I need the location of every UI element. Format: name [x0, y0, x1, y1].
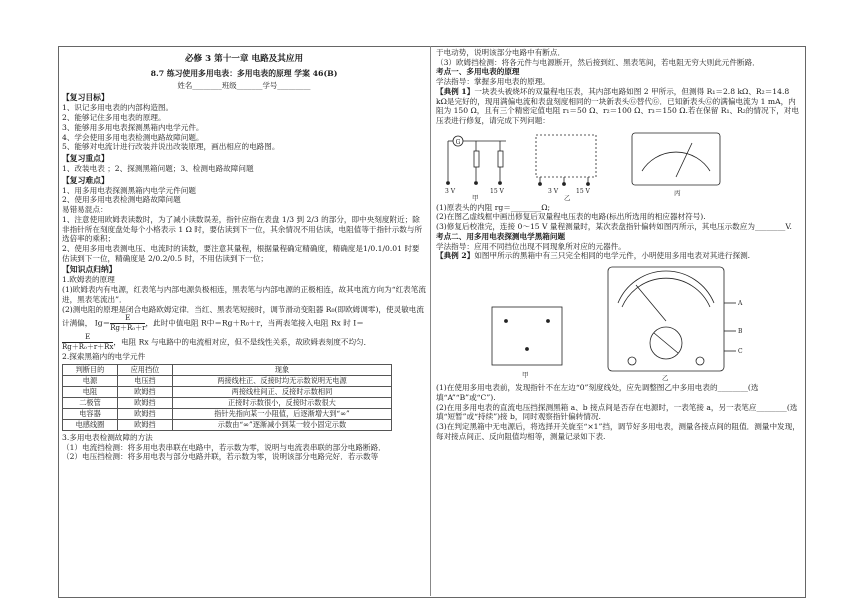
goal-item: 1、识记多用电表的内部构造图。 [62, 103, 174, 113]
table-cell: 二极管 [63, 397, 118, 408]
fault-detect-p1: （1）电流挡检测：将多用电表串联在电路中，若示数为零，说明与电流表串联的部分电路断路． [62, 442, 386, 452]
ohm-range-detect: （3）欧姆挡检测：将各元件与电源断开，然后接到红、黑表笔间，若电阻无穷大则此元件断路． [436, 57, 760, 67]
error-point: 1、注意使用欧姆表读数时，为了减小读数误差，指针应指在表盘 1/3 到 2/3 的部分，即中央刻度附近；除非指针所在刻度盘处每个小格表示 1 Ω 时，要估读到下一位，其余情况不用估读，电阻值等于指针示数与所选倍率的乘积； [62, 214, 423, 244]
goal-item: 3、能够用多用电表探测黑箱内电学元件。 [62, 122, 204, 132]
table-cell: 欧姆挡 [117, 408, 172, 419]
table-row [63, 375, 392, 386]
doc-subtitle: 8.7 练习使用多用电表：多用电表的原理 学案 46(B) [150, 69, 338, 78]
part-label: B [738, 328, 743, 336]
table-cell: 电容器 [63, 408, 118, 419]
table-cell: 两接线柱正、反接时均无示数说明无电源 [172, 375, 391, 386]
terminal-label: 3 V [548, 187, 559, 195]
part-label: A [738, 300, 743, 308]
figure-label: 甲 [472, 193, 479, 201]
p2-text-b: ，此时中值电阻 R中＝Rg＋R₀＋r，当两表笔接入电阻 Rx 时 I＝ [145, 318, 364, 328]
question-2-2: (2)在用多用电表的直流电压挡探测黑箱 a、b 接点间是否存在电源时，一表笔接 a，另一表笔应________(选填“短暂”或“持续”)接 b，同时观察指针偏转情况. [436, 402, 798, 422]
question-1: (1)原表头的内阻 rg＝________Ω; [436, 202, 551, 212]
example-1-text: 一块表头被烧坏的双量程电压表，其内部电路如图 2 甲所示，但测得 R₁＝2.8 kΩ、R₂＝14.8 kΩ是完好的，现用满偏电流和表盘刻度相同的一块新表头Ⓖ替代Ⓖ．已知新表头Ⓖ的满偏电流为 1 mA，内阻为 150 Ω，且有三个精密定值电阻 r₁＝50 Ω、r₂＝100 Ω、r₃＝150 Ω.若在保留 R₁、R₂的情况下，对电压表进行修复，请完成下列问题： [436, 86, 799, 126]
circuit-diagram [436, 129, 800, 201]
table-header: 现象 [172, 364, 391, 375]
fault-detect-p2: （2）电压挡检测：将多用电表与部分电路并联，若示数为零，说明该部分电路完好．若示数等 [62, 452, 379, 462]
formula-numerator: E [110, 314, 145, 324]
figure-label: 丙 [674, 188, 681, 197]
topic-1-guide: 学法指导：掌握多用电表的原理。 [436, 77, 550, 87]
example-1 [436, 87, 800, 126]
name-row: 姓名________班级_______学号_________ [177, 80, 311, 90]
black-box-figure [436, 263, 800, 381]
table-cell: 电阻 [63, 386, 118, 397]
figure-label: 乙 [662, 374, 669, 382]
black-box-title: 2.探索黑箱内的电学元件 [62, 352, 146, 362]
table-cell: 示数由“∞”逐渐减小到某一较小固定示数 [172, 419, 391, 430]
terminal-label: 3 V [445, 187, 456, 195]
table-header: 判断目的 [63, 364, 118, 375]
table-row [63, 386, 392, 397]
question-2-1: (1)在使用多用电表前，发现指针不在左边“0”刻度线处，应先调整图乙中多用电表的________(选填“A”“B”或“C”). [436, 383, 759, 402]
table-cell: 电压挡 [117, 375, 172, 386]
part-label: C [738, 348, 743, 356]
column-divider [430, 46, 431, 596]
error-point: 2、使用多用电表测电压、电流时的读数，要注意其量程，根据量程确定精确度，精确度是1/0.1/0.01 时要估读到下一位，精确度是 2/0.2/0.5 时，不用估读到下一位； [62, 243, 420, 263]
table-cell: 欧姆挡 [117, 386, 172, 397]
full-scale-formula [110, 314, 145, 333]
topic-2-guide: 学法指导：应用不同挡位出现不同现象所对应的元器件。 [436, 241, 626, 251]
ohmmeter-principle-p1: (1)欧姆表内有电源，红表笔与内部电源负极相连，黑表笔与内部电源的正极相连，故其电流方向为“红表笔流进，黑表笔流出”． [62, 285, 426, 304]
table-header-row [63, 364, 392, 375]
table-cell: 两接线柱间正、反接时示数相同 [172, 386, 391, 397]
question-3: (3)修复后校准完，连接 0～15 V 量程测量时，某次表盘指针偏转如图丙所示，其电压示数应为________V. [436, 222, 792, 232]
key-text: 1、改装电表 ；2、探测黑箱问题；3、检测电路故障问题 [62, 163, 254, 173]
example-1-label: 【典例 1】 [436, 86, 475, 96]
difficulty-item: 易错易混点： [62, 205, 108, 215]
table-cell: 指针先指向某一小阻值，后逐渐增大到“∞” [172, 408, 391, 419]
table-header: 应用挡位 [117, 364, 172, 375]
question-2: (2)在图乙虚线框中画出修复后双量程电压表的电路(标出所选用的相应器材符号). [436, 212, 706, 222]
ohmmeter-principle-title: 1.欧姆表的原理 [62, 275, 115, 285]
p2-text-a: (2)测电阻的原理是闭合电路欧姆定律．当红、黑表笔短接时，调节滑动变阻器 R₀(即欧姆调零)，使灵敏电流计满偏， [62, 304, 424, 328]
example-2-label: 【典例 2】 [436, 251, 475, 261]
p2-text-c: ，电阻 Rx 与电路中的电流相对应，但不是线性关系，故欧姆表刻度不均匀． [113, 337, 372, 347]
goal-item: 4、学会使用多用电表检测电路故障问题。 [62, 132, 204, 142]
example-2 [436, 251, 800, 261]
figure-label: 乙 [564, 193, 571, 201]
difficulty-title: 【复习难点】 [62, 175, 109, 185]
meter-bing [632, 133, 720, 185]
table-row [63, 419, 392, 430]
question-2-3: (3)在判定黑箱中无电源后，将选择开关旋至“×1”挡，调节好多用电表，测量各接点间的阻值．测量中发现，每对接点间正、反向阻值均相等，测量记录如下表. [436, 421, 800, 441]
goal-item: 5、能够对电流计进行改装并说出改装原理，画出相应的电路图。 [62, 142, 280, 152]
knowledge-title: 【知识点归纳】 [62, 265, 117, 275]
table-cell: 欧姆挡 [117, 397, 172, 408]
example-2-text: 如图甲所示的黑箱中有三只完全相同的电学元件，小明使用多用电表对其进行探测. [474, 251, 751, 261]
full-scale-formula-label: Ig＝ [94, 318, 111, 328]
figure-label: 甲 [522, 371, 529, 380]
table-row [63, 397, 392, 408]
table-cell: 欧姆挡 [117, 419, 172, 430]
difficulty-item: 1、用多用电表探测黑箱内电学元件问题 [62, 185, 196, 195]
ohmmeter-principle-p3 [62, 333, 426, 352]
left-column [62, 48, 426, 594]
svg-text:G: G [455, 138, 461, 146]
formula-denominator: Rg＋R₀＋r＋Rx [62, 343, 114, 352]
multimeter-yi [608, 267, 736, 371]
goal-item: 2、能够记住多用电表的原理。 [62, 113, 166, 123]
fault-detect-title: 3.多用电表检测故障的方法 [62, 432, 153, 442]
ohmmeter-principle-p2 [62, 305, 426, 334]
black-box-jia [492, 307, 562, 365]
formula-numerator: E [62, 333, 113, 343]
topic-2-title: 考点二、用多用电表探测电学黑箱问题 [436, 231, 566, 241]
current-formula [62, 333, 113, 352]
doc-title: 必修 3 第十一章 电路及其应用 [184, 54, 304, 64]
table-cell: 电源 [63, 375, 118, 386]
table-row [63, 408, 392, 419]
table-cell: 电感线圈 [63, 419, 118, 430]
topic-1-title: 考点一、多用电表的原理 [436, 67, 520, 77]
formula-denominator: Rg＋R₀＋r [110, 324, 146, 333]
circuit-yi [536, 135, 596, 186]
voltmeter-circuit-figure [436, 129, 800, 201]
continued-text: 于电动势，说明该部分电路中有断点． [436, 48, 566, 57]
key-title: 【复习重点】 [62, 154, 109, 163]
terminal-label: 15 V [576, 187, 590, 195]
right-column [436, 48, 800, 594]
multimeter-diagram [436, 263, 800, 381]
black-box-table [62, 364, 392, 431]
table-cell: 正接时示数很小，反接时示数很大 [172, 397, 391, 408]
terminal-label: 15 V [490, 187, 504, 195]
goals-title: 【复习目标】 [62, 93, 109, 103]
difficulty-item: 2、使用多用电表检测电路故障问题 [62, 195, 181, 205]
